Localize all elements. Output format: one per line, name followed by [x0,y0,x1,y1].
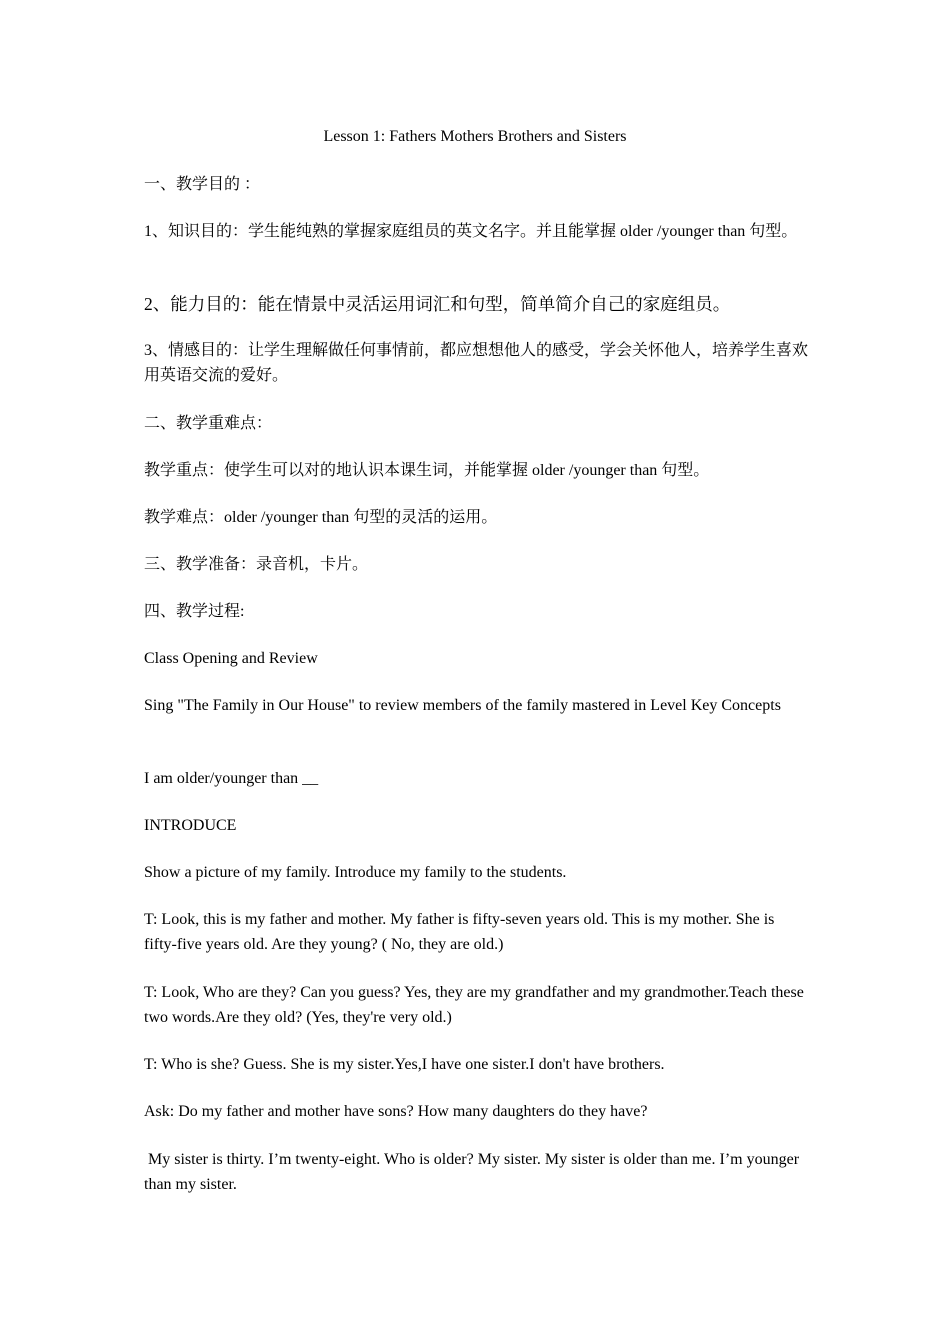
paragraph-ability-objective: 2、能力目的：能在情景中灵活运用词汇和句型，简单简介自己的家庭组员。 [144,294,731,314]
paragraph-difficulty: 教学难点：older /younger than 句型的灵活的运用。 [144,509,498,526]
paragraph-introduce: INTRODUCE [144,817,237,834]
paragraph-emotional-objective: 3、情感目的：让学生理解做任何事情前，都应想想他人的感受，学会关怀他人，培养学生喜欢用英语交流的爱好。 [144,342,809,384]
section-heading-key-points: 二、教学重难点： [144,415,273,432]
paragraph-older-than: My sister is thirty. I’m twenty-eight. Who is older? My sister. My sister is older than me. I’m younger than my sister. [144,1151,804,1193]
document-title: Lesson 1: Fathers Mothers Brothers and Sisters [323,128,627,145]
section-heading-preparation: 三、教学准备：录音机，卡片。 [144,556,369,573]
paragraph-show-picture: Show a picture of my family. Introduce my family to the students. [144,864,567,881]
section-heading-objectives: 一、教学目的 ： [144,176,261,193]
paragraph-older-younger: I am older/younger than __ [144,770,319,787]
paragraph-class-opening: Class Opening and Review [144,650,318,667]
paragraph-key-point: 教学重点：使学生可以对的地认识本课生词，并能掌握 older /younger than 句型。 [144,462,710,479]
paragraph-ask: Ask: Do my father and mother have sons? How many daughters do they have? [144,1103,648,1120]
paragraph-grandparents: T: Look, Who are they? Can you guess? Yes, they are my grandfather and my grandmother.Teach these two words.Are they old? (Yes, they're very old.) [144,984,804,1026]
paragraph-sister: T: Who is she? Guess. She is my sister.Yes,I have one sister.I don't have brothers. [144,1056,665,1073]
paragraph-sing: Sing "The Family in Our House" to review members of the family mastered in Level Key Concepts [144,697,781,714]
paragraph-knowledge-objective: 1、知识目的：学生能纯熟的掌握家庭组员的英文名字。并且能掌握 older /younger than 句型。 [144,223,798,240]
section-heading-process: 四、教学过程: [144,603,245,620]
paragraph-father-mother: T: Look, this is my father and mother. My father is fifty-seven years old. This is my mother. She is fifty-five years old. Are they young? ( No, they are old.) [144,911,775,953]
